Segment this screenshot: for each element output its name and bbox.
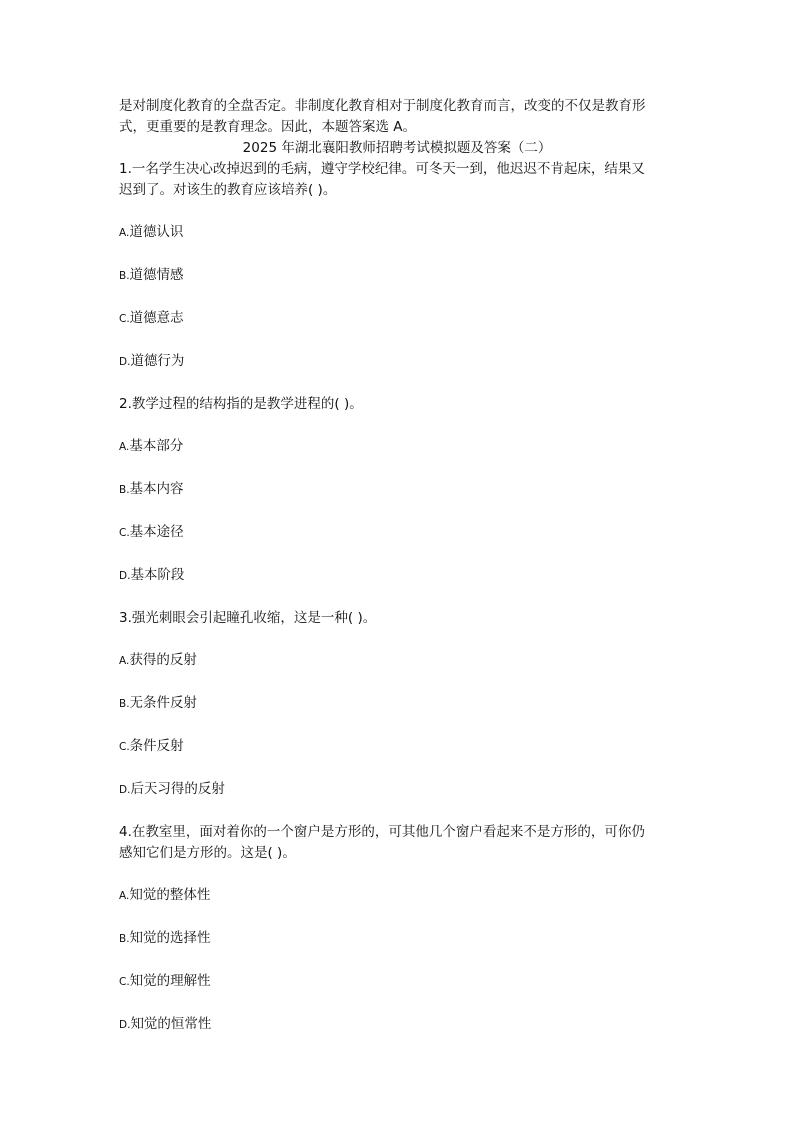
option-a [119, 885, 675, 907]
option-text: 基本部分 [129, 438, 184, 454]
option-text: 条件反射 [129, 738, 184, 754]
option-b [119, 928, 675, 950]
option-b [119, 693, 675, 715]
option-text: 知觉的恒常性 [130, 1016, 212, 1032]
option-text: 基本途径 [129, 524, 184, 540]
option-b [119, 265, 675, 287]
option-text: 道德行为 [130, 353, 185, 369]
option-text: 知觉的理解性 [129, 973, 211, 989]
option-letter: A. [119, 655, 130, 667]
question-block-3 [119, 608, 675, 822]
question-stem-line-2: 感知它们是方形的。这是( )。 [119, 845, 296, 861]
intro-line-2: 式，更重要的是教育理念。因此，本题答案选 A。 [119, 119, 417, 135]
question-stem-line-1: 4.在教室里，面对着你的一个窗户是方形的，可其他几个窗户看起来不是方形的，可你仍 [119, 824, 645, 840]
option-a [119, 650, 675, 672]
option-letter: A. [119, 441, 130, 453]
option-letter: C. [119, 976, 130, 988]
option-text: 基本内容 [129, 481, 184, 497]
option-b [119, 479, 675, 501]
option-letter: A. [119, 227, 130, 239]
option-letter: D. [119, 356, 131, 368]
option-c [119, 971, 675, 993]
option-letter: D. [119, 570, 131, 582]
option-letter: B. [119, 484, 130, 496]
option-letter: B. [119, 270, 130, 282]
option-text: 知觉的整体性 [129, 887, 211, 903]
option-d [119, 565, 675, 587]
option-letter: C. [119, 313, 130, 325]
page-content [119, 96, 675, 1036]
page-title: 2025 年湖北襄阳教师招聘考试模拟题及答案（二） [242, 140, 552, 156]
question-block-1 [119, 159, 675, 394]
option-text: 后天习得的反射 [130, 781, 225, 797]
option-letter: B. [119, 698, 130, 710]
option-letter: C. [119, 741, 130, 753]
question-stem-line-1: 3.强光刺眼会引起瞳孔收缩，这是一种( )。 [119, 610, 377, 626]
option-text: 道德意志 [129, 310, 184, 326]
question-block-4 [119, 822, 675, 1036]
question-block-2 [119, 394, 675, 608]
option-letter: D. [119, 784, 131, 796]
option-letter: D. [119, 1019, 131, 1031]
option-a [119, 222, 675, 244]
option-letter: A. [119, 890, 130, 902]
option-c [119, 736, 675, 758]
option-a [119, 436, 675, 458]
option-letter: B. [119, 933, 130, 945]
option-c [119, 522, 675, 544]
option-d [119, 351, 675, 373]
option-text: 道德认识 [129, 224, 184, 240]
option-d [119, 1014, 675, 1036]
question-stem-line-1: 2.教学过程的结构指的是教学进程的( )。 [119, 396, 363, 412]
option-text: 基本阶段 [130, 567, 185, 583]
intro-line-1: 是对制度化教育的全盘否定。非制度化教育相对于制度化教育而言，改变的不仅是教育形 [119, 98, 646, 114]
option-text: 无条件反射 [129, 695, 198, 711]
question-stem-line-1: 1.一名学生决心改掉迟到的毛病，遵守学校纪律。可冬天一到，他迟迟不肯起床，结果又 [119, 161, 645, 177]
option-text: 道德情感 [129, 267, 184, 283]
question-stem-line-2: 迟到了。对该生的教育应该培养( )。 [119, 182, 337, 198]
option-c [119, 308, 675, 330]
option-text: 知觉的选择性 [129, 930, 211, 946]
option-text: 获得的反射 [129, 652, 197, 668]
option-letter: C. [119, 527, 130, 539]
option-d [119, 779, 675, 801]
